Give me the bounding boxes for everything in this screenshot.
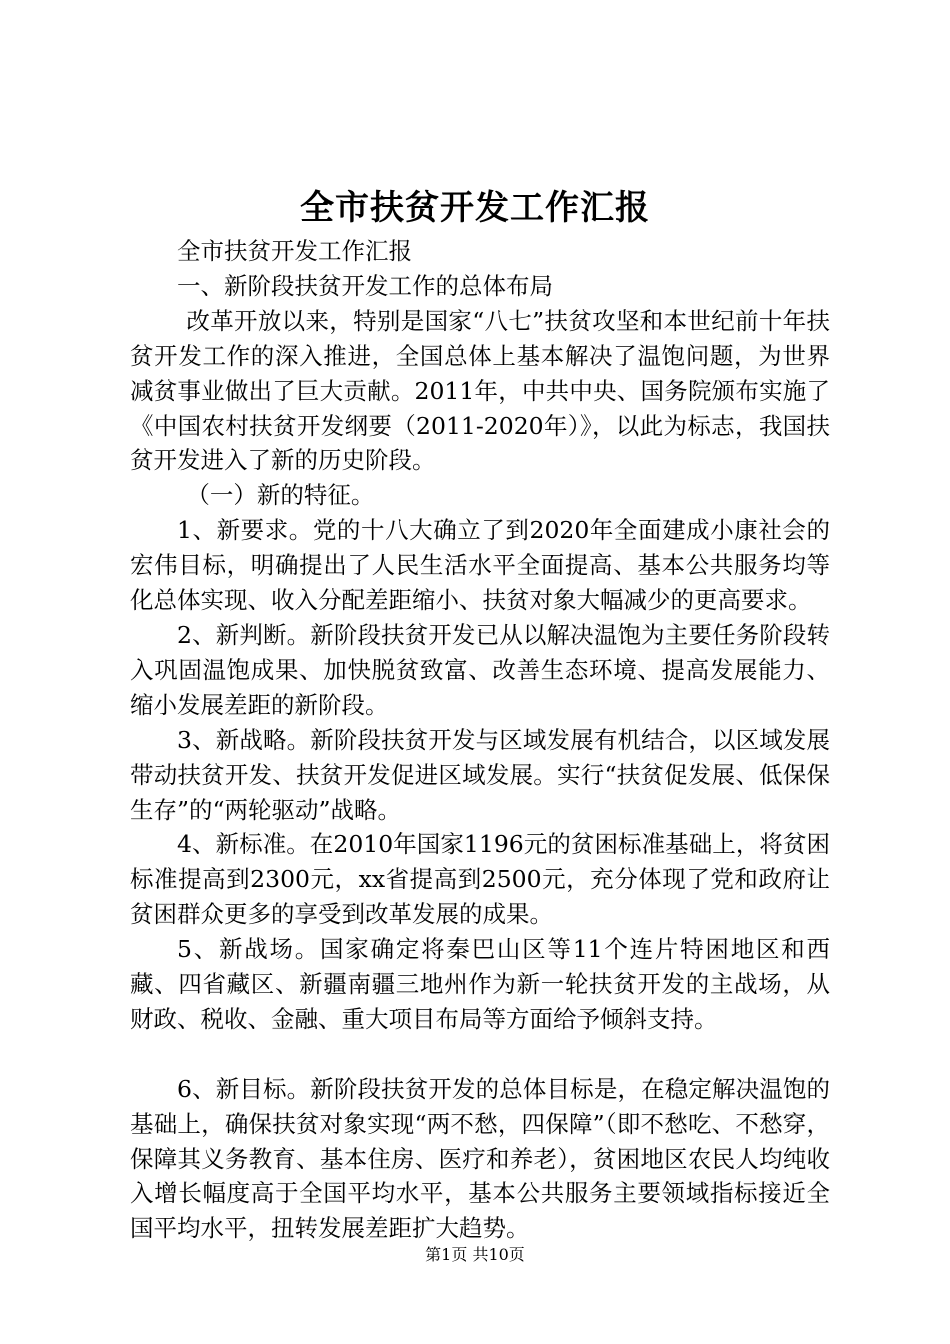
paragraph-item-3: 3、新战略。新阶段扶贫开发与区域发展有机结合，以区域发展带动扶贫开发、扶贫开发促进区域发展。实行“扶贫促发展、低保保生存”的“两轮驱动”战略。 — [130, 725, 830, 824]
paragraph-item-1: 1、新要求。党的十八大确立了到2020年全面建成小康社会的宏伟目标，明确提出了人民生活水平全面提高、基本公共服务均等化总体实现、收入分配差距缩小、扶贫对象大幅减少的更高要求。 — [130, 516, 830, 615]
paragraph-item-2: 2、新判断。新阶段扶贫开发已从以解决温饱为主要任务阶段转入巩固温饱成果、加快脱贫致富、改善生态环境、提高发展能力、缩小发展差距的新阶段。 — [130, 620, 830, 719]
paragraph-intro: 改革开放以来，特别是国家“八七”扶贫攻坚和本世纪前十年扶贫开发工作的深入推进，全国总体上基本解决了温饱问题，为世界减贫事业做出了巨大贡献。2011年，中共中央、国务院颁布实施了《中国农村扶贫开发纲要（2011-2020年）》，以此为标志，我国扶贫开发进入了新的历史阶段。 — [130, 306, 830, 475]
document-title: 全市扶贫开发工作汇报 — [300, 188, 650, 228]
document-body — [130, 234, 830, 1246]
paragraph-item-4: 4、新标准。在2010年国家1196元的贫困标准基础上，将贫困标准提高到2300元，xx省提高到2500元，充分体现了党和政府让贫困群众更多的享受到改革发展的成果。 — [130, 830, 830, 929]
page-footer: 第1页 共10页 — [425, 1245, 525, 1264]
paragraph-subtitle: 全市扶贫开发工作汇报 — [177, 237, 412, 265]
paragraph-section-heading: 一、新阶段扶贫开发工作的总体布局 — [177, 271, 553, 300]
paragraph-item-6: 6、新目标。新阶段扶贫开发的总体目标是，在稳定解决温饱的基础上，确保扶贫对象实现“两不愁，四保障”（即不愁吃、不愁穿，保障其义务教育、基本住房、医疗和养老），贫困地区农民人均纯收入增长幅度高于全国平均水平，基本公共服务主要领域指标接近全国平均水平，扭转发展差距扩大趋势。 — [130, 1074, 830, 1243]
paragraph-subheading: （一）新的特征。 — [186, 481, 375, 510]
paragraph-spacer — [130, 1037, 830, 1072]
paragraph-item-5: 5、新战场。国家确定将秦巴山区等11个连片特困地区和西藏、四省藏区、新疆南疆三地州作为新一轮扶贫开发的主战场，从财政、税收、金融、重大项目布局等方面给予倾斜支持。 — [130, 935, 830, 1033]
